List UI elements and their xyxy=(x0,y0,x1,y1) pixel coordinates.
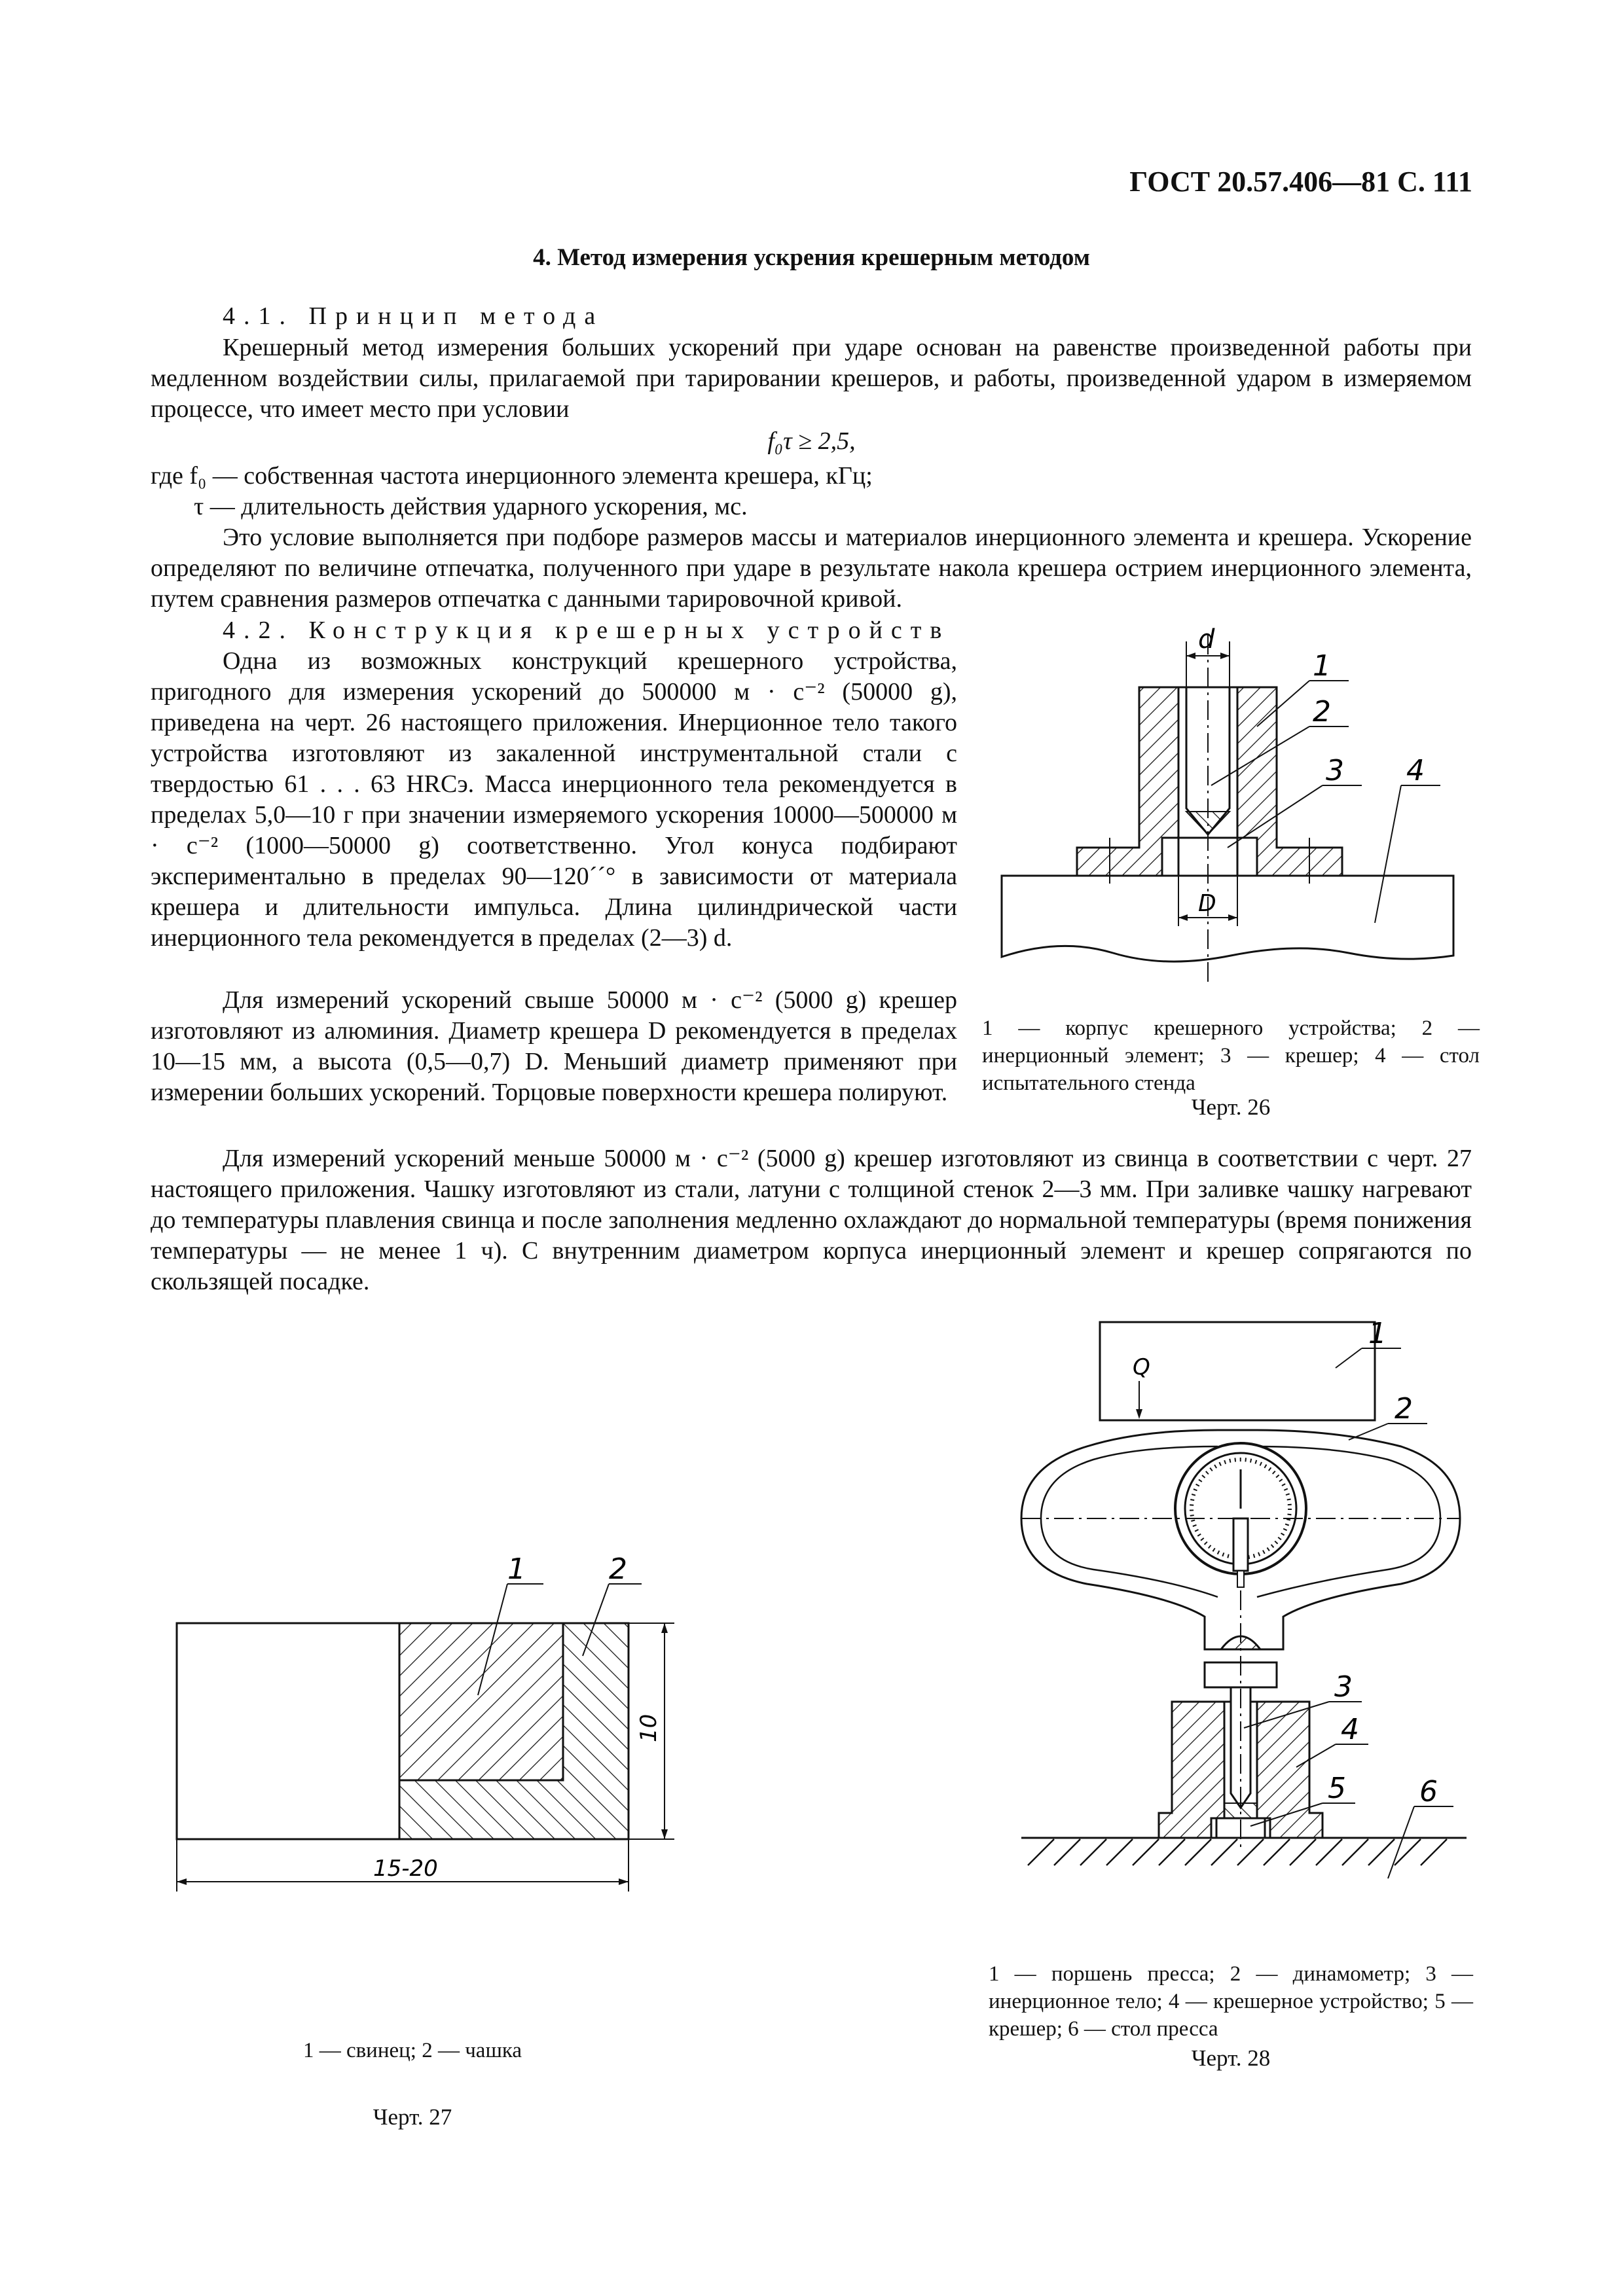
crusher-device xyxy=(1159,1702,1224,1838)
figure-27-caption: 1 — свинец; 2 — чашка xyxy=(302,2039,522,2062)
figure-26-title: Черт. 26 xyxy=(1191,1094,1271,1120)
where-line: где f₀ — собственная частота инерционного элемента крешера, кГц; xyxy=(151,462,873,490)
callout-5: 5 xyxy=(1328,1772,1346,1805)
dim-height: 10 xyxy=(636,1713,662,1742)
paragraph: Для измерений ускорений меньше 50000 м · с⁻² (5000 g) крешер изготовляют из свинца в соответствии с черт. 27 настоящего приложения. Чашку изготовляют из стали, латуни с толщиной стенок 2—3 мм. При заливке чашку нагревают до температуры плавления свинца и после заполнения медленно охлаждают до нормальной температуры (время понижения температуры — не менее 1 ч). С внутренним диаметром корпуса инерционный элемент и крешер сопрягаются по скользящей посадке. xyxy=(151,1145,1472,1295)
callout-3: 3 xyxy=(1326,754,1344,787)
figure-28-caption: 1 — поршень пресса; 2 — динамометр; 3 — инерционное тело; 4 — крешерное устройство; 5 — крешер; 6 — стол пресса xyxy=(989,1962,1473,2041)
subsection-heading-4-2: 4.2. Конструкция крешерных устройств xyxy=(223,617,951,644)
figure-27-title: Черт. 27 xyxy=(373,2104,452,2130)
figure-27-drawing xyxy=(151,1552,740,1924)
section-title: 4. Метод измерения ускрения крешерным методом xyxy=(533,244,1090,271)
figure-26-drawing xyxy=(982,615,1480,995)
formula: f₀τ ≥ 2,5, xyxy=(767,427,856,455)
callout-4: 4 xyxy=(1406,754,1425,787)
callout-6: 6 xyxy=(1419,1775,1438,1808)
callout-2: 2 xyxy=(609,1552,627,1586)
callout-1: 1 xyxy=(1313,649,1331,683)
label-D: D xyxy=(1198,890,1216,917)
paragraph: Крешерный метод измерения больших ускорений при ударе основан на равенстве произведенной работы при медленном воздействии силы, прилагаемой при тарировании крешеров, и работы, произведенной ударом в измеряемом процессе, что имеет место при условии xyxy=(151,334,1472,423)
dim-width: 15-20 xyxy=(373,1856,438,1882)
subsection-heading-4-1: 4.1. Принцип метода xyxy=(223,302,604,330)
paragraph: Для измерений ускорений свыше 50000 м · с⁻² (5000 g) крешер изготовляют из алюминия. Диаметр крешера D рекомендуется в пределах 10—15 мм, а высота (0,5—0,7) D. Меньший диаметр применяют при измерении больших ускорений. Торцовые поверхности крешера полируют. xyxy=(151,986,957,1106)
label-d: d xyxy=(1198,624,1215,655)
running-title: ГОСТ 20.57.406—81 С. 111 xyxy=(1129,166,1472,198)
figure-28-drawing xyxy=(1008,1309,1493,1937)
callout-1: 1 xyxy=(1368,1317,1387,1350)
callout-2: 2 xyxy=(1395,1392,1413,1426)
where-line: τ — длительность действия ударного ускорения, мс. xyxy=(194,493,748,520)
lead xyxy=(399,1623,563,1780)
device-body xyxy=(1077,687,1178,876)
callout-4: 4 xyxy=(1341,1713,1359,1746)
figure-26-caption: 1 — корпус крешерного устройства; 2 — инерционный элемент; 3 — крешер; 4 — стол испытательного стенда xyxy=(982,1016,1480,1095)
callout-3: 3 xyxy=(1334,1670,1353,1704)
paragraph: Одна из возможных конструкций крешерного устройства, пригодного для измерения ускорений до 500000 м · с⁻² (50000 g), приведена на черт. 26 настоящего приложения. Инерционное тело такого устройства изготовляют из закаленной инструментальной стали с твердостью 61 . . . 63 HRCэ. Масса инерционного тела рекомендуется в пределах 5,0—10 г при значении измеряемого ускорения 10000—500000 м · с⁻² (1000—50000 g) соответственно. Угол конуса подбирают экспериментально в пределах 90—120´´° в зависимости от материала крешера и длительности импульса. Длина цилиндрической части инерционного тела рекомендуется в пределах (2—3) d. xyxy=(151,647,957,952)
callout-2: 2 xyxy=(1313,695,1331,728)
callout-1: 1 xyxy=(507,1552,526,1586)
figure-28-title: Черт. 28 xyxy=(1191,2045,1271,2071)
paragraph: Это условие выполняется при подборе размеров массы и материалов инерционного элемента и крешера. Ускорение определяют по величине отпечатка, полученного при ударе в результате накола крешера острием инерционного элемента, путем сравнения размеров отпечатка с данными тарировочной кривой. xyxy=(151,524,1472,613)
label-Q: Q xyxy=(1133,1354,1150,1380)
